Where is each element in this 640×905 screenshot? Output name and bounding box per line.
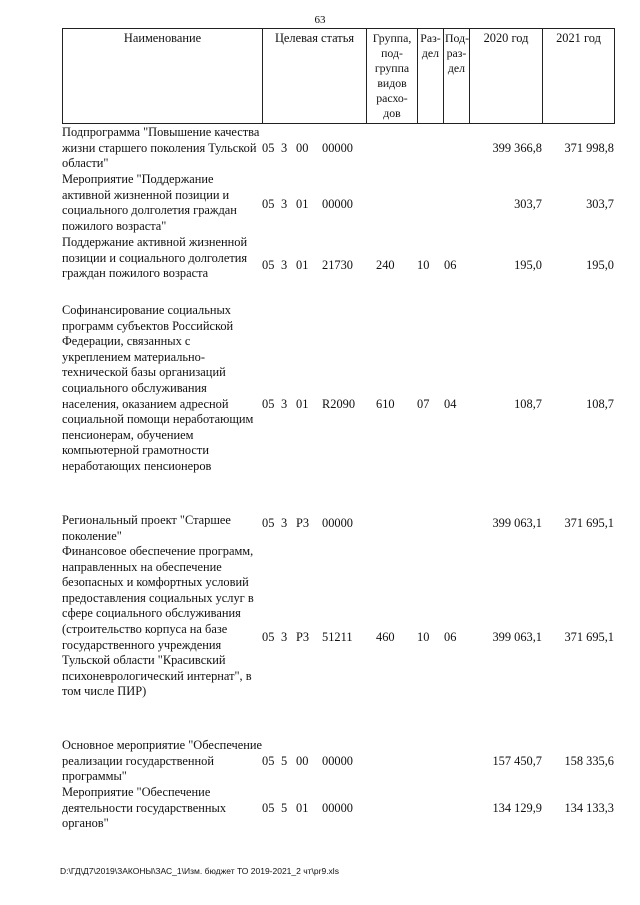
header-subsection: Под-раз-дел [444,29,470,124]
target-code-2: 3 [281,630,288,644]
target-code-1: 05 [262,630,275,644]
row-name: Подпрограмма "Повышение качества жизни старшего поколения Тульской области" [62,125,260,171]
amount-2020: 399 366,8 [492,141,542,155]
amount-2020: 195,0 [514,258,542,272]
target-code-3: P3 [296,516,310,530]
target-code-3: 00 [296,141,309,155]
group-code: 460 [376,630,395,644]
header-section: Раз-дел [418,29,444,124]
target-code-4: 21730 [322,258,353,272]
amount-2021: 108,7 [586,397,614,411]
header-name: Наименование [63,29,263,124]
target-code-3: 01 [296,258,309,272]
group-code: 610 [376,397,395,411]
amount-2021: 195,0 [586,258,614,272]
amount-2021: 303,7 [586,197,614,211]
header-year-2020: 2020 год [470,29,543,124]
header-target: Целевая статья [263,29,367,124]
amount-2021: 371 695,1 [564,630,614,644]
file-path-footer: D:\ГД\Д7\2019\ЗАКОНЫ\ЗАС_1\Изм. бюджет ТО 2019-2021_2 чт\pr9.xls [60,866,339,876]
target-code-3: 01 [296,397,309,411]
row-name: Мероприятие "Поддержание активной жизненной позиции и социального долголетия граждан пожилого возраста" [62,172,237,233]
row-name: Поддержание активной жизненной позиции и социального долголетия граждан пожилого возраста [62,235,248,281]
section-code: 10 [417,258,430,272]
amount-2020: 157 450,7 [492,754,542,768]
section-code: 10 [417,630,430,644]
target-code-3: 00 [296,754,309,768]
target-code-2: 3 [281,516,288,530]
target-code-2: 5 [281,754,288,768]
target-code-4: R2090 [322,397,356,411]
target-code-2: 3 [281,258,288,272]
amount-2021: 371 695,1 [564,516,614,530]
amount-2020: 399 063,1 [492,516,542,530]
row-name: Основное мероприятие "Обеспечение реализации государственной программы" [62,738,262,784]
amount-2021: 158 335,6 [564,754,614,768]
target-code-3: 01 [296,801,309,815]
target-code-4: 00000 [322,197,353,211]
target-code-2: 5 [281,801,288,815]
page-number: 63 [314,14,326,26]
amount-2020: 399 063,1 [492,630,542,644]
target-code-4: 51211 [322,630,353,644]
row-name: Софинансирование социальных программ субъектов Российской Федерации, связанных с укреплением материально-технической базы организаций социального обслуживания населения, оказанием адресной социальной помощи неработающим пенсионерам, обучением компьютерной грамотности неработающих пенсионеров [62,303,254,473]
target-code-1: 05 [262,754,275,768]
target-code-1: 05 [262,258,275,272]
target-code-3: 01 [296,197,309,211]
target-code-1: 05 [262,397,275,411]
target-code-1: 05 [262,516,275,530]
target-code-1: 05 [262,141,275,155]
header-group: Группа, под-группа видов расхо-дов [367,29,418,124]
subsection-code: 04 [444,397,457,411]
target-code-1: 05 [262,801,275,815]
subsection-code: 06 [444,630,457,644]
section-code: 07 [417,397,430,411]
header-year-2021: 2021 год [543,29,615,124]
target-code-4: 00000 [322,801,353,815]
row-name: Финансовое обеспечение программ, направленных на обеспечение безопасных и комфортных условий предоставления социальных услуг в сфере социального обслуживания (строительство корпуса на базе государственного учреждения Тульской области "Красивский психоневрологический интернат", в том числе ПИР) [62,544,254,699]
amount-2020: 303,7 [514,197,542,211]
amount-2021: 134 133,3 [564,801,614,815]
target-code-4: 00000 [322,141,353,155]
amount-2021: 371 998,8 [564,141,614,155]
amount-2020: 108,7 [514,397,542,411]
row-name: Мероприятие "Обеспечение деятельности государственных органов" [62,785,227,831]
target-code-1: 05 [262,197,275,211]
target-code-2: 3 [281,141,288,155]
group-code: 240 [376,258,395,272]
target-code-2: 3 [281,197,288,211]
subsection-code: 06 [444,258,457,272]
target-code-2: 3 [281,397,288,411]
target-code-3: P3 [296,630,310,644]
row-name: Региональный проект "Старшее поколение" [62,513,231,543]
amount-2020: 134 129,9 [492,801,542,815]
target-code-4: 00000 [322,754,353,768]
target-code-4: 00000 [322,516,353,530]
